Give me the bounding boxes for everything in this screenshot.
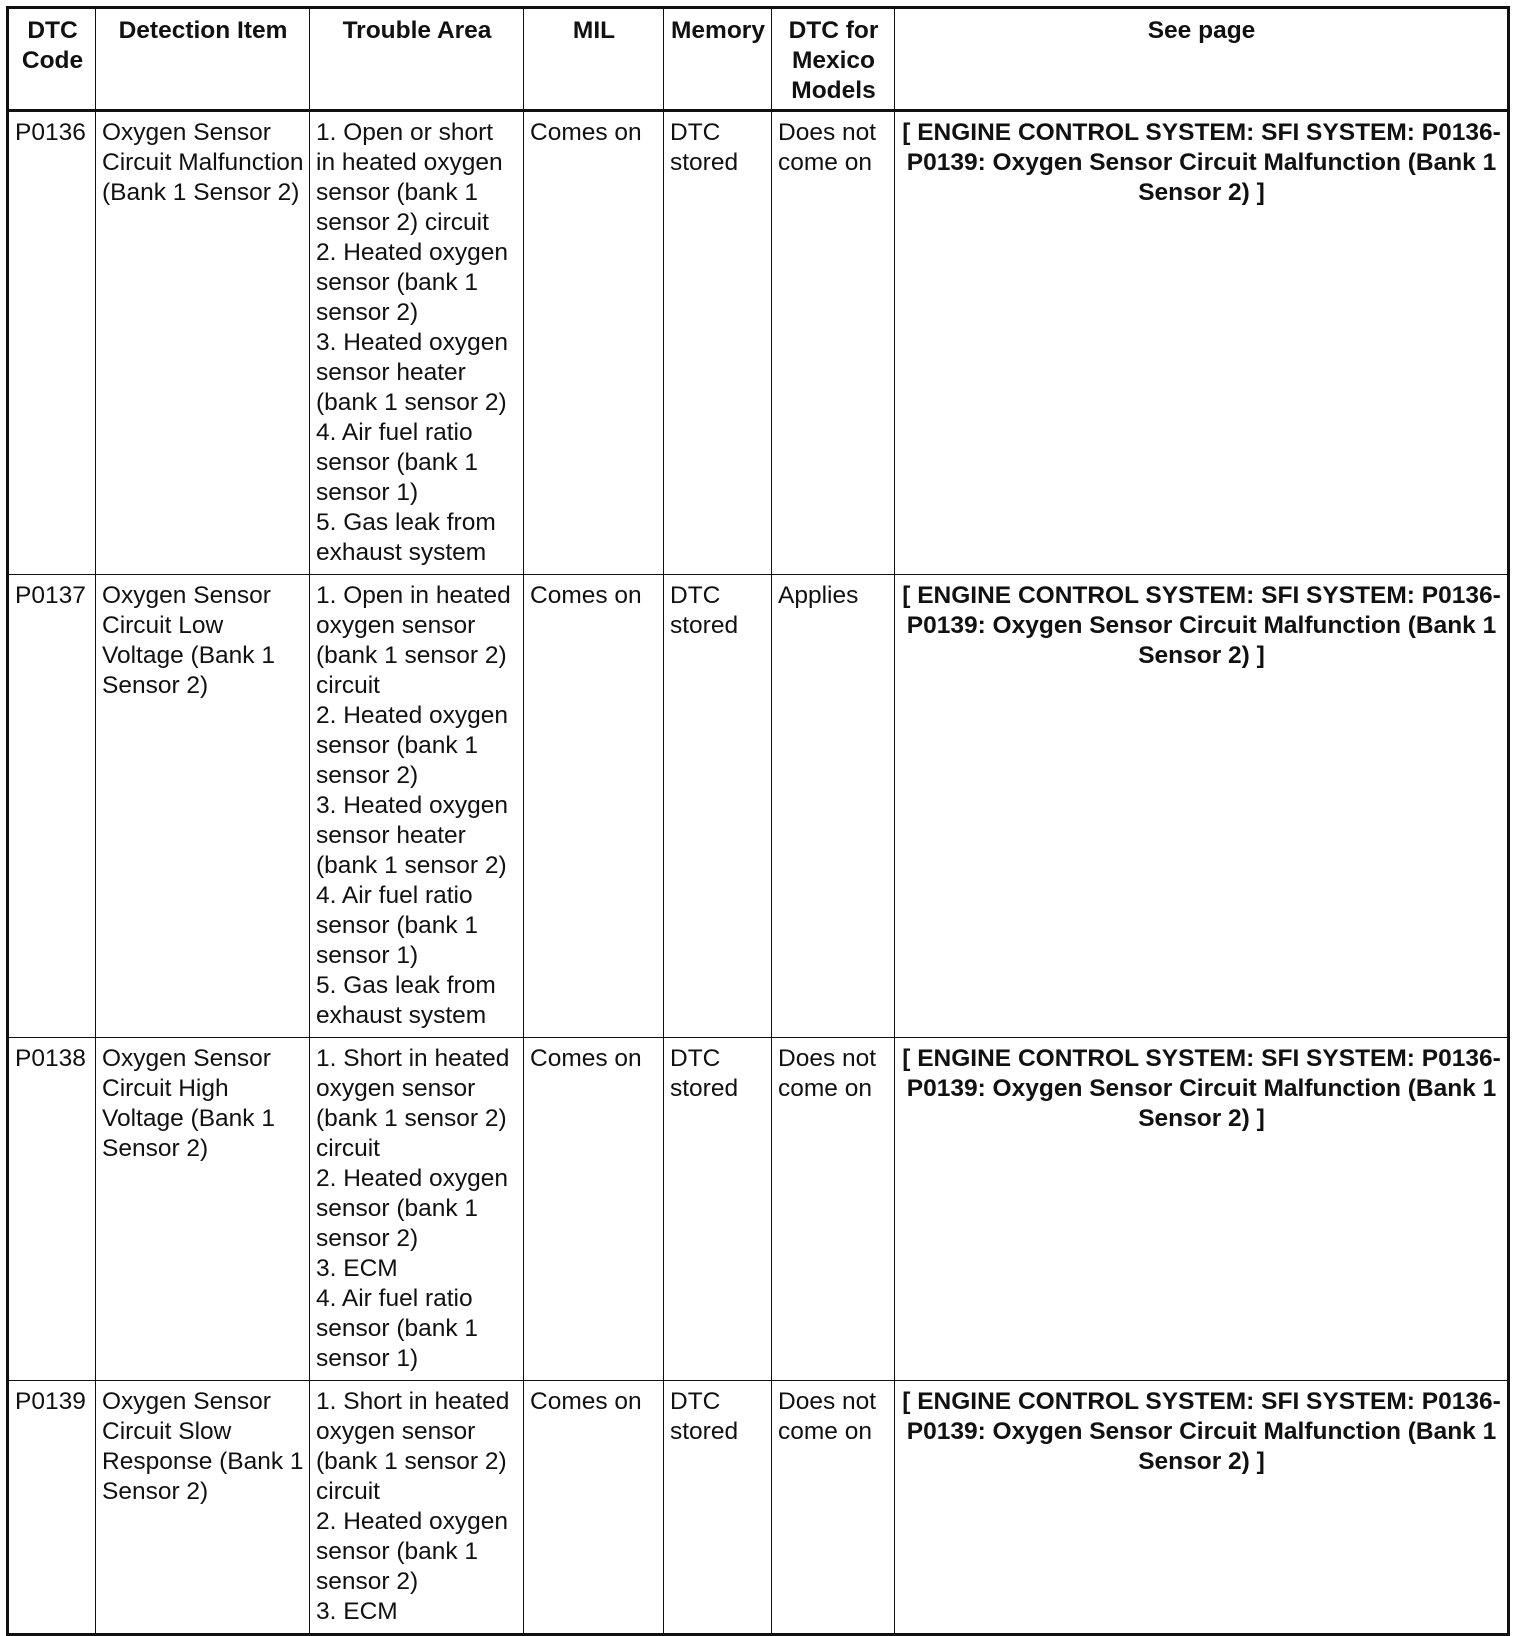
header-dtc-mexico: DTC for Mexico Models <box>772 8 895 111</box>
trouble-area-line: 3. ECM <box>316 1598 398 1625</box>
mil-cell: Comes on <box>524 1381 664 1635</box>
dtc-code-cell: P0139 <box>8 1381 96 1635</box>
header-dtc-code: DTC Code <box>8 8 96 111</box>
trouble-area-line: 4. Air fuel ratio sensor (bank 1 sensor 1) <box>316 419 479 506</box>
dtc-code-cell: P0138 <box>8 1038 96 1381</box>
dtc-mexico-cell: Applies <box>772 575 895 1038</box>
table-row <box>8 1381 1509 1635</box>
table-row <box>8 111 1509 575</box>
see-page-link[interactable]: [ ENGINE CONTROL SYSTEM: SFI SYSTEM: P0136-P0139: Oxygen Sensor Circuit Malfunction (Bank 1 Sensor 2) ] <box>895 1038 1509 1381</box>
dtc-mexico-cell: Does not come on <box>772 111 895 575</box>
trouble-area-line: 3. Heated oxygen sensor heater (bank 1 sensor 2) <box>316 329 509 416</box>
dtc-table <box>6 6 1510 1636</box>
trouble-area-line: 1. Short in heated oxygen sensor (bank 1 sensor 2) circuit <box>316 1045 510 1162</box>
header-memory: Memory <box>664 8 772 111</box>
dtc-code-cell: P0137 <box>8 575 96 1038</box>
see-page-link[interactable]: [ ENGINE CONTROL SYSTEM: SFI SYSTEM: P0136-P0139: Oxygen Sensor Circuit Malfunction (Bank 1 Sensor 2) ] <box>895 1381 1509 1635</box>
trouble-area-line: 5. Gas leak from exhaust system <box>316 509 496 566</box>
mil-cell: Comes on <box>524 111 664 575</box>
table-row <box>8 1038 1509 1381</box>
dtc-mexico-cell: Does not come on <box>772 1381 895 1635</box>
trouble-area-line: 3. Heated oxygen sensor heater (bank 1 sensor 2) <box>316 792 509 879</box>
trouble-area-line: 4. Air fuel ratio sensor (bank 1 sensor 1) <box>316 1285 479 1372</box>
trouble-area-line: 2. Heated oxygen sensor (bank 1 sensor 2) <box>316 239 509 326</box>
dtc-mexico-cell: Does not come on <box>772 1038 895 1381</box>
mil-cell: Comes on <box>524 1038 664 1381</box>
mil-cell: Comes on <box>524 575 664 1038</box>
header-trouble-area: Trouble Area <box>310 8 524 111</box>
trouble-area-line: 1. Open in heated oxygen sensor (bank 1 sensor 2) circuit <box>316 582 511 699</box>
memory-cell: DTC stored <box>664 111 772 575</box>
trouble-area-line: 4. Air fuel ratio sensor (bank 1 sensor 1) <box>316 882 479 969</box>
detection-item-cell: Oxygen Sensor Circuit Slow Response (Bank 1 Sensor 2) <box>96 1381 310 1635</box>
trouble-area-line: 5. Gas leak from exhaust system <box>316 972 496 1029</box>
trouble-area-line: 1. Short in heated oxygen sensor (bank 1 sensor 2) circuit <box>316 1388 510 1505</box>
trouble-area-line: 2. Heated oxygen sensor (bank 1 sensor 2) <box>316 1165 509 1252</box>
trouble-area-line: 3. ECM <box>316 1255 398 1282</box>
see-page-link[interactable]: [ ENGINE CONTROL SYSTEM: SFI SYSTEM: P0136-P0139: Oxygen Sensor Circuit Malfunction (Bank 1 Sensor 2) ] <box>895 111 1509 575</box>
header-see-page: See page <box>895 8 1509 111</box>
memory-cell: DTC stored <box>664 1038 772 1381</box>
header-row <box>8 8 1509 111</box>
memory-cell: DTC stored <box>664 575 772 1038</box>
header-detection-item: Detection Item <box>96 8 310 111</box>
header-mil: MIL <box>524 8 664 111</box>
table-body <box>8 111 1509 1635</box>
trouble-area-cell <box>310 1038 524 1381</box>
detection-item-cell: Oxygen Sensor Circuit Low Voltage (Bank 1 Sensor 2) <box>96 575 310 1038</box>
table-row <box>8 575 1509 1038</box>
trouble-area-line: 2. Heated oxygen sensor (bank 1 sensor 2) <box>316 1508 509 1595</box>
trouble-area-cell <box>310 1381 524 1635</box>
detection-item-cell: Oxygen Sensor Circuit High Voltage (Bank 1 Sensor 2) <box>96 1038 310 1381</box>
see-page-link[interactable]: [ ENGINE CONTROL SYSTEM: SFI SYSTEM: P0136-P0139: Oxygen Sensor Circuit Malfunction (Bank 1 Sensor 2) ] <box>895 575 1509 1038</box>
table-header <box>8 8 1509 111</box>
trouble-area-cell <box>310 575 524 1038</box>
trouble-area-line: 2. Heated oxygen sensor (bank 1 sensor 2) <box>316 702 509 789</box>
trouble-area-line: 1. Open or short in heated oxygen sensor (bank 1 sensor 2) circuit <box>316 119 503 236</box>
trouble-area-cell <box>310 111 524 575</box>
memory-cell: DTC stored <box>664 1381 772 1635</box>
detection-item-cell: Oxygen Sensor Circuit Malfunction (Bank 1 Sensor 2) <box>96 111 310 575</box>
dtc-code-cell: P0136 <box>8 111 96 575</box>
